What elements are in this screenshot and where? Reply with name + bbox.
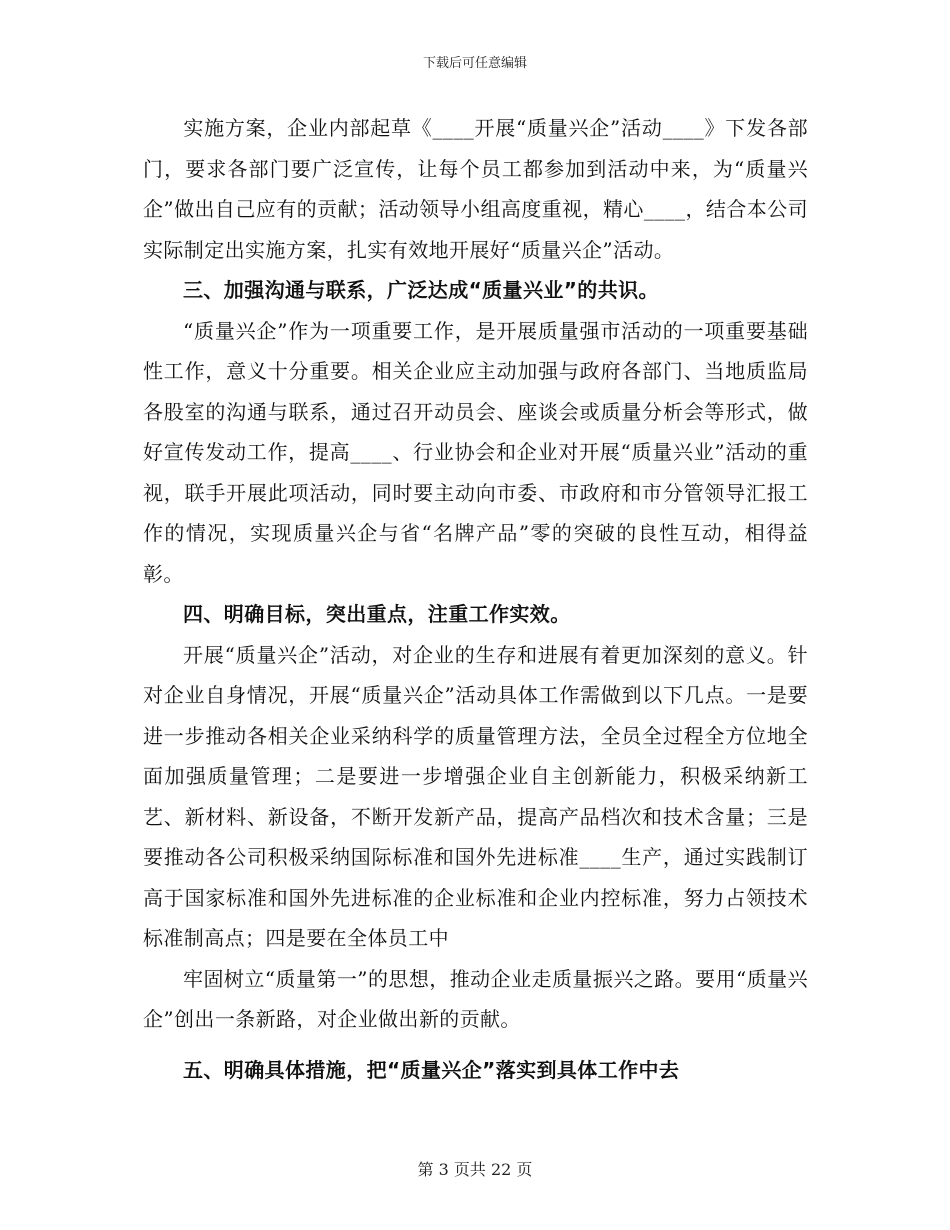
section-heading-5: 五、明确具体措施，把“质量兴企”落实到具体工作中去 xyxy=(183,1057,680,1082)
paragraph-goals: 开展“质量兴企”活动，对企业的生存和进展有着更加深刻的意义。针对企业自身情况，开展“质量兴企”活动具体工作需做到以下几点。一是要进一步推动各相关企业采纳科学的质量管理方法，全员全过程全方位地全面加强质量管理；二是要进一步增强企业自主创新能力，积极采纳新工艺、新材料、新设备，不断开发新产品，提高产品档次和技术含量；三是要推动各公司积极采纳国际标准和国外先进标准____生产，通过实践制订高于国家标准和国外先进标准的企业标准和企业内控标准，努力占领技术标准制高点；四是要在全体员工中 xyxy=(143,642,808,950)
paragraph-implementation-plan xyxy=(143,108,808,270)
page-header-note: 下载后可任意编辑 xyxy=(422,56,527,71)
document-body xyxy=(143,108,808,1090)
page-number: 第 3 页共 22 页 xyxy=(417,1160,533,1179)
section-heading-4: 四、明确目标，突出重点，注重工作实效。 xyxy=(183,602,571,626)
paragraph-communication: “质量兴企”作为一项重要工作，是开展质量强市活动的一项重要基础性工作，意义十分重要。相关企业应主动加强与政府各部门、当地质监局各股室的沟通与联系，通过召开动员会、座谈会或质量分析会等形式，做好宣传发动工作，提高____、行业协会和企业对开展“质量兴业”活动的重视，联手开展此项活动，同时要主动向市委、市政府和市分管领导汇报工作的情况，实现质量兴企与省“名牌产品”零的突破的良性互动，相得益彰。 xyxy=(143,318,808,586)
paragraph-quality-first: 牢固树立“质量第一”的思想，推动企业走质量振兴之路。要用“质量兴企”创出一条新路，对企业做出新的贡献。 xyxy=(143,966,808,1031)
section-heading-3: 三、加强沟通与联系，广泛达成“质量兴业”的共识。 xyxy=(183,278,659,302)
paragraph-implementation-plan-text: 实施方案，企业内部起草《____开展“质量兴企”活动____》下发各部门，要求各部门要广泛宣传，让每个员工都参加到活动中来，为“质量兴企”做出自己应有的贡献；活动领导小组高度重视，精心____，结合本公司实际制定出实施方案，扎实有效地开展好“质量兴企”活动。 xyxy=(143,116,808,262)
